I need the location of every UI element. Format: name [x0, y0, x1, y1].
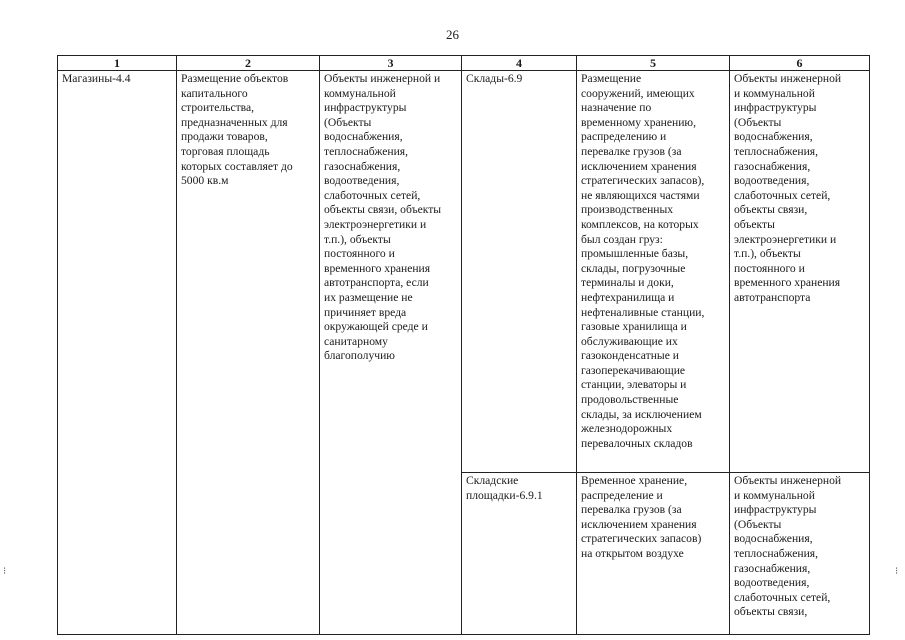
page-number: 26	[446, 27, 459, 42]
cell-text: Временное хранение, распределение и перевалка грузов (за исключением хранения стратегических запасов) на открытом воздухе	[581, 474, 702, 560]
cell-conditional-auxiliary	[730, 473, 870, 635]
zoning-table	[57, 55, 870, 635]
table-row	[58, 71, 870, 473]
cell-text: Объекты инженерной и коммунальной инфраструктуры (Объекты водоснабжения, теплоснабжения, газоснабжения, водоотведения, слаботочных сетей, объекты связи, объекты электроэнергетики и т.п.), объекты постоянного и временного хранения автотранспорта	[734, 72, 842, 304]
right-edge-mark: ⁝	[895, 566, 899, 577]
header-col-5: 5	[577, 56, 730, 71]
cell-conditional-description	[577, 71, 730, 473]
header-col-4: 4	[462, 56, 577, 71]
cell-text: Складские площадки-6.9.1	[466, 474, 543, 502]
cell-text: Объекты инженерной и коммунальной инфраструктуры (Объекты водоснабжения, теплоснабжения, газоснабжения, водоотведения, слаботочных сетей, объекты связи, объекты электроэнергетики и т.п.), объекты постоянного и временного хранения автотранспорта, если их размещение не причиняет вреда окружающей среде и санитарному благополучию	[324, 72, 442, 363]
cell-text: Магазины-4.4	[62, 72, 131, 85]
header-col-6: 6	[730, 56, 870, 71]
left-edge-mark: ⁝	[3, 566, 7, 577]
cell-conditional-type	[462, 473, 577, 635]
header-row	[58, 56, 870, 71]
cell-conditional-description	[577, 473, 730, 635]
cell-conditional-auxiliary	[730, 71, 870, 473]
cell-main-zone-type	[58, 71, 177, 635]
header-col-2: 2	[177, 56, 320, 71]
header-col-1: 1	[58, 56, 177, 71]
cell-conditional-type	[462, 71, 577, 473]
cell-main-description	[177, 71, 320, 635]
cell-text: Размещение объектов капитального строительства, предназначенных для продажи товаров, торговая площадь которых составляет до 5000 кв.м	[181, 72, 293, 188]
cell-text: Склады-6.9	[466, 72, 523, 85]
cell-main-auxiliary	[320, 71, 462, 635]
cell-text: Объекты инженерной и коммунальной инфраструктуры (Объекты водоснабжения, теплоснабжения, газоснабжения, водоотведения, слаботочных сетей, объекты связи,	[734, 474, 842, 619]
cell-text: Размещение сооружений, имеющих назначение по временному хранению, распределению и перевалке грузов (за исключением хранения стратегических запасов), не являющихся частями производственных комплексов, на которых был создан груз: промышленные базы, склады, погрузочные терминалы и доки, нефтехранилища и нефтеналивные станции, газовые хранилища и обслуживающие их газоконденсатные и газоперекачивающие станции, элеваторы и продовольственные склады, за исключением железнодорожных перевалочных складов	[581, 72, 705, 450]
header-col-3: 3	[320, 56, 462, 71]
